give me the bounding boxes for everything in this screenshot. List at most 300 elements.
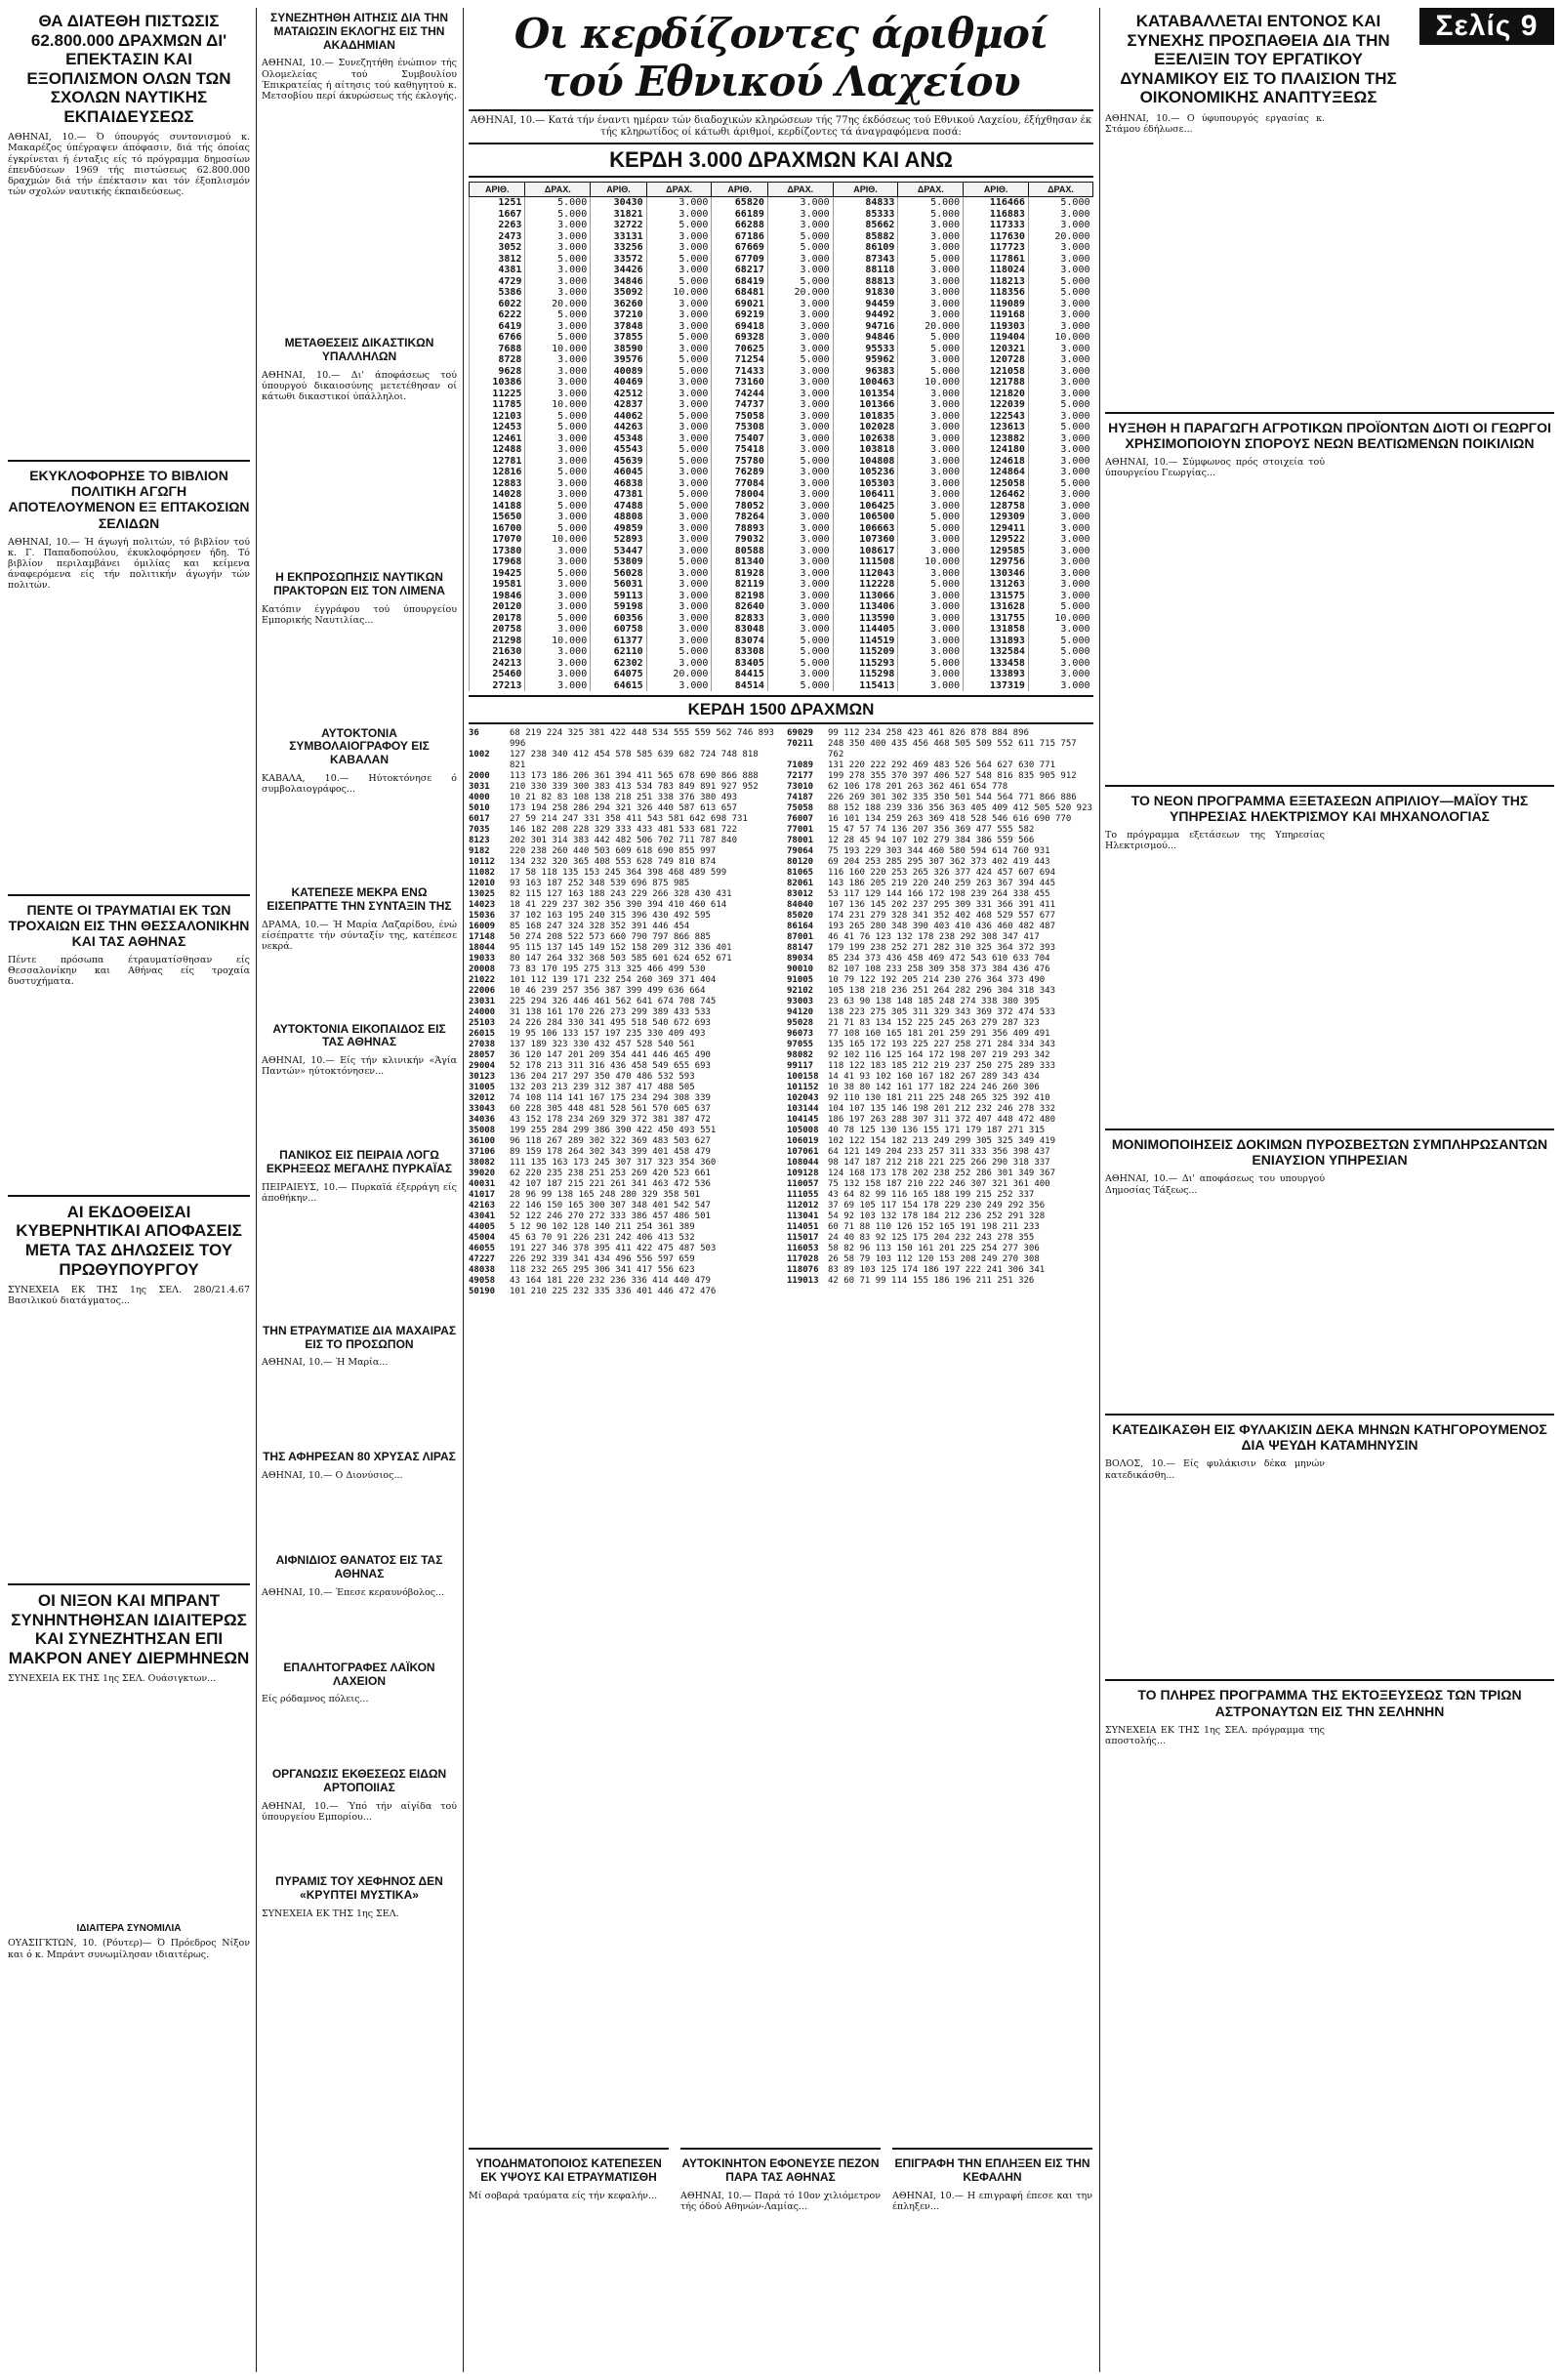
list-item — [787, 825, 1093, 836]
table-row — [470, 209, 1093, 221]
ticket-number: 67186 — [712, 231, 767, 243]
list-item — [469, 975, 775, 986]
prize-amount: 3.000 — [1028, 242, 1092, 254]
ticket-number: 117723 — [964, 242, 1029, 254]
prize-amount: 3.000 — [646, 299, 712, 310]
list-item — [469, 1147, 775, 1158]
prize-amount: 5.000 — [898, 579, 964, 591]
list-item — [469, 1126, 775, 1136]
ticket-number: 80588 — [712, 546, 767, 557]
list-item — [469, 997, 775, 1007]
list-item — [787, 1211, 1093, 1222]
ticket-number: 86109 — [833, 242, 898, 254]
ticket-number: 45543 — [591, 444, 646, 456]
prize-amount: 5.000 — [646, 646, 712, 658]
prize-amount: 20.000 — [525, 299, 591, 310]
ticket-number: 62110 — [591, 646, 646, 658]
list-item — [469, 1169, 775, 1179]
ticket-number: 101366 — [833, 399, 898, 411]
list-item — [787, 1115, 1093, 1126]
table-row — [470, 254, 1093, 266]
article-text: ΑΘΗΝΑΙ, 10.— Έπεσε κεραυνόβολος... — [262, 1586, 445, 1598]
table-row — [470, 309, 1093, 321]
prize-amount: 3.000 — [898, 680, 964, 692]
number-group: 93003 — [787, 997, 814, 1006]
lottery-intro: ΑΘΗΝΑΙ, 10.— Κατά τήν έναντι ημέραν τών διαδοχικών κληρώσεων τής 77ης έκδόσεως τού Εθνικού Λαχείου, έξήχθησαν έκ τής κληρωτίδος οί κάτωθι άριθμοί, κερδίζοντες τά άναγραφόμενα ποσά: — [470, 115, 1092, 138]
list-item — [469, 1179, 775, 1190]
number-suffixes: 143 186 205 219 220 240 259 263 367 394 445 — [828, 879, 1055, 888]
ticket-number: 48808 — [591, 512, 646, 523]
number-suffixes: 75 132 158 187 210 222 246 307 321 361 400 — [828, 1179, 1050, 1189]
headline: ΠΕΝΤΕ ΟΙ ΤΡΑΥΜΑΤΙΑΙ ΕΚ ΤΩΝ ΤΡΟΧΑΙΩΝ ΕΙΣ ΤΗΝ ΘΕΣΣΑΛΟΝΙΚΗΝ ΚΑΙ ΤΑΣ ΑΘΗΝΑΣ — [8, 901, 250, 949]
ticket-number: 2473 — [470, 231, 525, 243]
prize-amount: 5.000 — [525, 209, 591, 221]
ticket-number: 122543 — [964, 411, 1029, 423]
prize-amount: 3.000 — [646, 613, 712, 625]
ticket-number: 36260 — [591, 299, 646, 310]
ticket-number: 34426 — [591, 265, 646, 276]
number-group: 107061 — [787, 1147, 819, 1157]
prize-amount: 3.000 — [898, 546, 964, 557]
number-group: 47227 — [469, 1254, 496, 1264]
prize-amount: 3.000 — [525, 601, 591, 613]
ticket-number: 60356 — [591, 613, 646, 625]
prize-amount: 3.000 — [767, 321, 833, 333]
prize-amount: 5.000 — [767, 231, 833, 243]
list-item — [787, 911, 1093, 922]
number-group: 94120 — [787, 1007, 814, 1017]
ticket-number: 64615 — [591, 680, 646, 692]
ticket-number: 74737 — [712, 399, 767, 411]
headline: ΑΥΤΟΚΙΝΗΤΟΝ ΕΦΟΝΕΥΣΕ ΠΕΖΟΝ ΠΑΡΑ ΤΑΣ ΑΘΗΝΑΣ — [681, 2156, 880, 2184]
number-suffixes: 50 274 208 522 573 660 790 797 866 885 — [510, 932, 711, 942]
number-group: 11082 — [469, 868, 496, 878]
ticket-number: 69219 — [712, 309, 767, 321]
ticket-number: 120321 — [964, 344, 1029, 355]
table-row — [470, 354, 1093, 366]
number-suffixes: 46 41 76 123 132 178 238 292 308 347 417 — [828, 932, 1040, 942]
column-header: ΔΡΑΧ. — [646, 183, 712, 197]
article-text: ΑΘΗΝΑΙ, 10.— Ή Μαρία... — [262, 1357, 389, 1369]
number-group: 15036 — [469, 911, 496, 921]
list-item — [787, 1018, 1093, 1029]
prize-amount: 3.000 — [646, 478, 712, 490]
ticket-number: 129522 — [964, 534, 1029, 546]
list-item — [787, 1169, 1093, 1179]
number-suffixes: 37 69 105 117 154 178 229 230 249 292 356 — [828, 1201, 1046, 1211]
list-item — [787, 1007, 1093, 1018]
table-row — [470, 501, 1093, 513]
prize-amount: 3.000 — [1028, 377, 1092, 389]
column-rule — [463, 8, 464, 2372]
table-row — [470, 658, 1093, 670]
ticket-number: 113590 — [833, 613, 898, 625]
table-row — [470, 287, 1093, 299]
prize-amount: 3.000 — [525, 377, 591, 389]
table-row — [470, 389, 1093, 400]
ticket-number: 45639 — [591, 456, 646, 468]
number-group: 87001 — [787, 932, 814, 942]
prize-amount: 3.000 — [646, 231, 712, 243]
prize-amount: 3.000 — [525, 546, 591, 557]
prize-amount: 3.000 — [1028, 501, 1092, 513]
prize-amount: 3.000 — [898, 456, 964, 468]
number-suffixes: 77 108 160 165 181 201 259 291 356 409 491 — [828, 1029, 1050, 1039]
prize-amount: 3.000 — [767, 613, 833, 625]
list-item — [469, 1007, 775, 1018]
prize-amount: 5.000 — [767, 680, 833, 692]
number-group: 16009 — [469, 922, 496, 931]
list-item — [469, 836, 775, 846]
ticket-number: 129585 — [964, 546, 1029, 557]
prize-amount: 5.000 — [525, 523, 591, 535]
number-suffixes: 104 107 135 146 198 201 212 232 246 278 332 — [828, 1104, 1055, 1114]
list-item — [787, 922, 1093, 932]
ticket-number: 47488 — [591, 501, 646, 513]
number-group: 21022 — [469, 975, 496, 985]
prize-amount: 3.000 — [767, 299, 833, 310]
list-item — [469, 1083, 775, 1093]
ticket-number: 33572 — [591, 254, 646, 266]
ticket-number: 4729 — [470, 276, 525, 288]
number-group: 36100 — [469, 1136, 496, 1146]
number-suffixes: 10 46 239 257 356 387 399 499 636 664 — [510, 986, 706, 996]
prize-amount: 5.000 — [898, 366, 964, 378]
prize-amount: 3.000 — [898, 265, 964, 276]
ticket-number: 83405 — [712, 658, 767, 670]
prize-amount: 5.000 — [1028, 646, 1092, 658]
ticket-number: 39576 — [591, 354, 646, 366]
ticket-number: 8728 — [470, 354, 525, 366]
prize-amount: 3.000 — [767, 624, 833, 636]
ticket-number: 16700 — [470, 523, 525, 535]
prize-amount: 3.000 — [646, 197, 712, 209]
number-suffixes: 73 83 170 195 275 313 325 466 499 530 — [510, 964, 706, 974]
prize-amount: 10.000 — [898, 377, 964, 389]
article-text: ΣΥΝΕΧΕΙΑ ΕΚ ΤΗΣ 1ης ΣΕΛ. Ουάσιγκτων... — [8, 1673, 217, 1685]
number-group: 100158 — [787, 1072, 819, 1082]
prize-amount: 5.000 — [1028, 422, 1092, 433]
prize-amount: 3.000 — [646, 377, 712, 389]
prize-amount: 3.000 — [1028, 658, 1092, 670]
number-group: 36 — [469, 728, 479, 738]
table-row — [470, 299, 1093, 310]
article-text: ΚΑΒΑΛΑ, 10.— Ηύτοκτόνησε ό συμβολαιογράφος... — [262, 772, 457, 796]
ticket-number: 9628 — [470, 366, 525, 378]
ticket-number: 42512 — [591, 389, 646, 400]
ticket-number: 105303 — [833, 478, 898, 490]
list-item — [787, 1276, 1093, 1287]
small-prize-list — [469, 728, 775, 1297]
prize-amount: 10.000 — [525, 399, 591, 411]
ticket-number: 10386 — [470, 377, 525, 389]
ticket-number: 115413 — [833, 680, 898, 692]
ticket-number: 12883 — [470, 478, 525, 490]
headline: ΜΕΤΑΘΕΣΕΙΣ ΔΙΚΑΣΤΙΚΩΝ ΥΠΑΛΛΗΛΩΝ — [284, 336, 434, 364]
list-item — [787, 1233, 1093, 1244]
table-row — [470, 242, 1093, 254]
number-group: 28057 — [469, 1050, 496, 1060]
article-text: ΟΥΑΣΙΓΚΤΩΝ, 10. (Ρόυτερ)— Ό Πρόεδρος Νίξον και ό κ. Μπράντ συνωμίλησαν ιδιαιτέρως. — [8, 1938, 250, 1960]
prize-amount: 3.000 — [767, 220, 833, 231]
ticket-number: 84514 — [712, 680, 767, 692]
prize-amount: 3.000 — [525, 556, 591, 568]
prize-amount: 5.000 — [767, 456, 833, 468]
headline: ΤΗΣ ΑΦΗΡΕΣΑΝ 80 ΧΡΥΣΑΣ ΛΙΡΑΣ — [263, 1450, 456, 1464]
list-item — [787, 879, 1093, 889]
list-item — [469, 889, 775, 900]
list-item — [787, 836, 1093, 846]
prize-amount: 3.000 — [525, 624, 591, 636]
prize-amount: 3.000 — [1028, 680, 1092, 692]
list-item — [469, 1265, 775, 1276]
number-suffixes: 226 269 301 302 335 350 501 544 564 771 866 886 — [828, 793, 1077, 802]
prize-amount: 3.000 — [898, 309, 964, 321]
ticket-number: 75407 — [712, 433, 767, 445]
prize-amount: 5.000 — [525, 411, 591, 423]
number-suffixes: 53 117 129 144 166 172 198 239 264 338 455 — [828, 889, 1050, 899]
prize-amount: 3.000 — [1028, 556, 1092, 568]
table-row — [470, 489, 1093, 501]
article-text: ΑΘΗΝΑΙ, 10.— Δι' αποφάσεως του υπουργού Δημοσίας Τάξεως... — [1105, 1173, 1325, 1196]
ticket-number: 104808 — [833, 456, 898, 468]
ticket-number: 131575 — [964, 591, 1029, 602]
ticket-number: 114519 — [833, 636, 898, 647]
number-suffixes: 92 110 130 181 211 225 248 265 325 392 410 — [828, 1093, 1050, 1103]
column-header: ΑΡΙΘ. — [833, 183, 898, 197]
number-suffixes: 226 292 339 341 434 496 556 597 659 — [510, 1254, 695, 1264]
number-group: 69029 — [787, 728, 814, 738]
number-group: 31005 — [469, 1083, 496, 1092]
headline: ΤΗΝ ΕΤΡΑΥΜΑΤΙΣΕ ΔΙΑ ΜΑΧΑΙΡΑΣ ΕΙΣ ΤΟ ΠΡΟΣΩΠΟΝ — [262, 1323, 457, 1351]
prize-amount: 3.000 — [767, 265, 833, 276]
prize-amount: 3.000 — [1028, 456, 1092, 468]
ticket-number: 114405 — [833, 624, 898, 636]
number-suffixes: 75 193 229 303 344 460 580 594 614 760 931 — [828, 846, 1050, 856]
article-text: Το πρόγραμμα εξετάσεων της Υπηρεσίας Ηλεκτρισμού... — [1105, 830, 1325, 852]
headline: ΕΠΙΓΡΑΦΗ ΤΗΝ ΕΠΛΗΞΕΝ ΕΙΣ ΤΗΝ ΚΕΦΑΛΗΝ — [894, 2156, 1090, 2184]
ticket-number: 111508 — [833, 556, 898, 568]
ticket-number: 119404 — [964, 332, 1029, 344]
ticket-number: 124180 — [964, 444, 1029, 456]
list-item — [469, 728, 775, 750]
number-group: 2000 — [469, 771, 490, 781]
number-group: 79064 — [787, 846, 814, 856]
number-suffixes: 28 96 99 138 165 248 280 329 358 501 — [510, 1190, 701, 1200]
ticket-number: 79032 — [712, 534, 767, 546]
prize-amount: 3.000 — [898, 389, 964, 400]
prize-amount: 3.000 — [646, 658, 712, 670]
prize-amount: 3.000 — [1028, 512, 1092, 523]
number-suffixes: 45 63 70 91 226 231 242 406 413 532 — [510, 1233, 695, 1243]
prize-amount: 3.000 — [1028, 591, 1092, 602]
list-item — [469, 1233, 775, 1244]
prize-amount: 3.000 — [767, 444, 833, 456]
list-item — [787, 1083, 1093, 1093]
prize-amount: 3.000 — [767, 546, 833, 557]
page-number-logo: Σελίς 9 — [1419, 8, 1554, 45]
prize-amount: 3.000 — [898, 534, 964, 546]
ticket-number: 34846 — [591, 276, 646, 288]
ticket-number: 11785 — [470, 399, 525, 411]
prize-amount: 3.000 — [525, 242, 591, 254]
ticket-number: 84415 — [712, 669, 767, 680]
prize-amount: 5.000 — [898, 197, 964, 209]
prize-amount: 3.000 — [525, 287, 591, 299]
list-item — [469, 1136, 775, 1147]
prize-amount: 3.000 — [1028, 579, 1092, 591]
ticket-number: 35092 — [591, 287, 646, 299]
table-row — [470, 646, 1093, 658]
table-row — [470, 601, 1093, 613]
article-text: ΑΘΗΝΑΙ, 10.— Ό ύπουργός συντονισμού κ. Μακαρέζος ύπέγραψεν άπόφασιν, διά τής όποίας έγκρίνεται ή ένταξις είς τό πρόγραμμα δημοσίων έπενδύσεων 1969 τής πιστώσεως 62.800.000 δραχμών διά τήν έπέκτασιν και τόν έξοπλισμόν τών σχολών ναυτικής έκπαιδεύσεως. — [8, 132, 250, 198]
prize-amount: 5.000 — [525, 568, 591, 580]
number-group: 13025 — [469, 889, 496, 899]
ticket-number: 53809 — [591, 556, 646, 568]
table-row — [470, 377, 1093, 389]
list-item — [787, 1244, 1093, 1254]
headline: ΠΑΝΙΚΟΣ ΕΙΣ ΠΕΙΡΑΙΑ ΛΟΓΩ ΕΚΡΗΞΕΩΣ ΜΕΓΑΛΗΣ ΠΥΡΚΑΪΑΣ — [266, 1148, 453, 1175]
article-text: ΑΘΗΝΑΙ, 10.— Συνεζητήθη ένώπιον τής Ολομελείας τού Συμβουλίου Έπικρατείας ή αίτησις τού καθηγητού κ. Μετσοβίου περί άκυρώσεως τής έκλογής. — [262, 58, 457, 102]
number-suffixes: 220 238 260 440 503 609 618 690 855 997 — [510, 846, 717, 856]
ticket-number: 112228 — [833, 579, 898, 591]
divider — [1105, 1679, 1554, 1681]
ticket-number: 5386 — [470, 287, 525, 299]
ticket-number: 94846 — [833, 332, 898, 344]
number-group: 8123 — [469, 836, 490, 845]
prize-amount: 3.000 — [898, 411, 964, 423]
article-text: ΑΘΗΝΑΙ, 10.— Ο Διονύσιος... — [262, 1470, 403, 1482]
ticket-number: 71254 — [712, 354, 767, 366]
number-group: 30123 — [469, 1072, 496, 1082]
ticket-number: 82119 — [712, 579, 767, 591]
ticket-number: 83074 — [712, 636, 767, 647]
ticket-number: 38590 — [591, 344, 646, 355]
table-row — [470, 636, 1093, 647]
number-group: 12010 — [469, 879, 496, 888]
divider — [8, 460, 250, 462]
ticket-number: 85662 — [833, 220, 898, 231]
ticket-number: 122039 — [964, 399, 1029, 411]
number-suffixes: 43 152 178 234 269 329 372 381 387 472 — [510, 1115, 711, 1125]
ticket-number: 105236 — [833, 467, 898, 478]
ticket-number: 125058 — [964, 478, 1029, 490]
ticket-number: 95962 — [833, 354, 898, 366]
prize-amount: 5.000 — [646, 556, 712, 568]
number-group: 86164 — [787, 922, 814, 931]
number-suffixes: 199 255 284 299 386 390 422 450 493 551 — [510, 1126, 717, 1135]
ticket-number: 66288 — [712, 220, 767, 231]
column-header: ΑΡΙΘ. — [964, 183, 1029, 197]
ticket-number: 12816 — [470, 467, 525, 478]
ticket-number: 124618 — [964, 456, 1029, 468]
list-item — [469, 1072, 775, 1083]
prize-amount: 3.000 — [646, 399, 712, 411]
table-row — [470, 579, 1093, 591]
ticket-number: 17968 — [470, 556, 525, 568]
number-suffixes: 22 146 150 165 300 307 348 401 542 547 — [510, 1201, 711, 1211]
ticket-number: 32722 — [591, 220, 646, 231]
prize-amount: 3.000 — [1028, 366, 1092, 378]
ticket-number: 133893 — [964, 669, 1029, 680]
list-item — [469, 825, 775, 836]
column-header: ΑΡΙΘ. — [712, 183, 767, 197]
headline: ΟΙ ΝΙΞΟΝ ΚΑΙ ΜΠΡΑΝΤ ΣΥΝΗΝΤΗΘΗΣΑΝ ΙΔΙΑΙΤΕΡΩΣ ΚΑΙ ΣΥΝΕΖΗΤΗΣΑΝ ΕΠΙ ΜΑΚΡΟΝ ΑΝΕΥ ΔΙΕΡΜΗΝΕΩΝ — [8, 1591, 250, 1667]
list-item — [787, 1136, 1093, 1147]
ticket-number: 19581 — [470, 579, 525, 591]
ticket-number: 31821 — [591, 209, 646, 221]
number-suffixes: 136 204 217 297 350 470 486 532 593 — [510, 1072, 695, 1082]
number-suffixes: 173 194 258 286 294 321 326 440 587 613 657 — [510, 803, 737, 813]
number-suffixes: 82 115 127 163 188 243 229 266 328 430 431 — [510, 889, 732, 899]
number-group: 24000 — [469, 1007, 496, 1017]
number-suffixes: 116 160 220 253 265 326 377 424 457 607 694 — [828, 868, 1055, 878]
prize-amount: 3.000 — [767, 512, 833, 523]
ticket-number: 33256 — [591, 242, 646, 254]
number-group: 18044 — [469, 943, 496, 953]
list-item — [787, 782, 1093, 793]
number-group: 85020 — [787, 911, 814, 921]
ticket-number: 75418 — [712, 444, 767, 456]
number-group: 7035 — [469, 825, 490, 835]
number-group: 78001 — [787, 836, 814, 845]
number-group: 1002 — [469, 750, 490, 759]
list-item — [469, 922, 775, 932]
prize-amount: 3.000 — [767, 389, 833, 400]
prize-amount: 3.000 — [1028, 546, 1092, 557]
table-row — [470, 456, 1093, 468]
ticket-number: 106425 — [833, 501, 898, 513]
prize-amount: 5.000 — [646, 456, 712, 468]
number-suffixes: 89 159 178 264 302 343 399 401 458 479 — [510, 1147, 711, 1157]
number-group: 4000 — [469, 793, 490, 802]
list-item — [787, 1040, 1093, 1050]
prize-amount: 5.000 — [525, 613, 591, 625]
ticket-number: 56028 — [591, 568, 646, 580]
number-suffixes: 193 265 280 348 390 403 410 436 460 482 487 — [828, 922, 1055, 931]
prize-amount: 3.000 — [525, 231, 591, 243]
prize-amount: 3.000 — [767, 568, 833, 580]
divider — [1105, 1414, 1554, 1416]
ticket-number: 24213 — [470, 658, 525, 670]
number-group: 5010 — [469, 803, 490, 813]
number-group: 42163 — [469, 1201, 496, 1211]
prize-amount: 3.000 — [646, 534, 712, 546]
prize-amount: 3.000 — [646, 433, 712, 445]
prize-amount: 3.000 — [898, 444, 964, 456]
ticket-number: 126462 — [964, 489, 1029, 501]
headline: ΠΥΡΑΜΙΣ ΤΟΥ ΧΕΦΗΝΟΣ ΔΕΝ «ΚΡΥΠΤΕΙ ΜΥΣΤΙΚΑ» — [275, 1873, 443, 1902]
ticket-number: 117861 — [964, 254, 1029, 266]
prize-amount: 5.000 — [1028, 601, 1092, 613]
table-row — [470, 546, 1093, 557]
prize-amount: 3.000 — [646, 523, 712, 535]
list-item — [787, 932, 1093, 943]
lottery-section — [469, 8, 1093, 2146]
ticket-number: 91830 — [833, 287, 898, 299]
list-item — [469, 911, 775, 922]
number-suffixes: 99 112 234 258 423 461 826 878 884 896 — [828, 728, 1029, 738]
divider — [1105, 412, 1554, 414]
headline: ΘΑ ΔΙΑΤΕΘΗ ΠΙΣΤΩΣΙΣ 62.800.000 ΔΡΑΧΜΩΝ ΔΙ' ΕΠΕΚΤΑΣΙΝ ΚΑΙ ΕΞΟΠΛΙΣΜΟΝ ΟΛΩΝ ΤΩΝ ΣΧΟΛΩΝ ΝΑΥΤΙΚΗΣ ΕΚΠΑΙΔΕΥΣΕΩΣ — [26, 12, 231, 126]
prize-amount: 5.000 — [1028, 399, 1092, 411]
ticket-number: 121820 — [964, 389, 1029, 400]
list-item — [787, 1158, 1093, 1169]
table-row — [470, 534, 1093, 546]
headline: ΟΡΓΑΝΩΣΙΣ ΕΚΘΕΣΕΩΣ ΕΙΔΩΝ ΑΡΤΟΠΟΙΙΑΣ — [271, 1767, 447, 1795]
prize-amount: 5.000 — [898, 344, 964, 355]
prize-amount: 5.000 — [898, 209, 964, 221]
